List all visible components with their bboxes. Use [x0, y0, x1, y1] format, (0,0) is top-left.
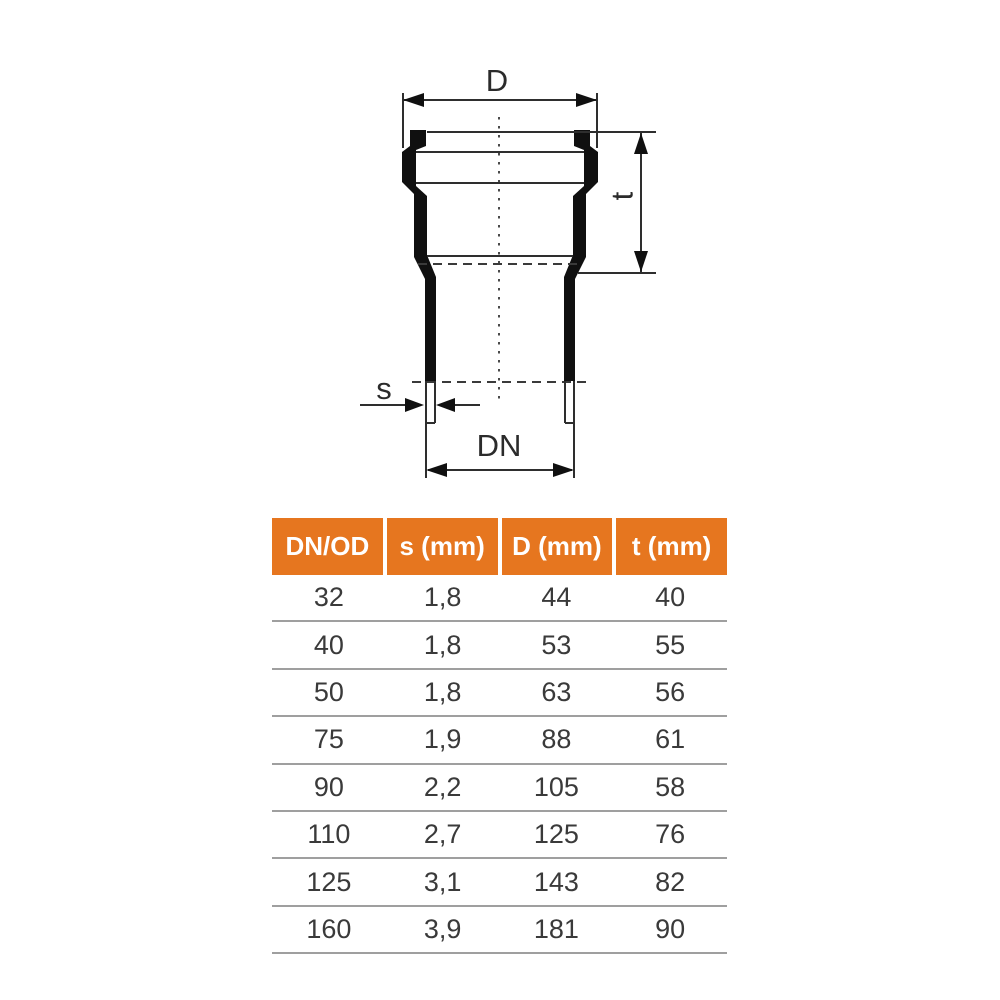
table-cell: 82 — [655, 866, 686, 897]
table-cell: 3,9 — [423, 913, 462, 944]
table-cell: 143 — [533, 866, 579, 897]
dimension-s — [360, 371, 480, 412]
table-cell: 90 — [313, 771, 344, 802]
dimension-t — [605, 133, 649, 272]
arrow-down-icon — [634, 251, 648, 272]
label-nominal-diameter: DN — [476, 428, 522, 463]
table-cell: 1,8 — [423, 629, 462, 660]
table-cell: 55 — [655, 629, 686, 660]
table-cell: 181 — [533, 913, 579, 944]
arrow-left-icon — [436, 398, 455, 412]
table-cell: 105 — [533, 771, 579, 802]
table-cell: 1,8 — [423, 582, 462, 613]
table-header-row — [272, 518, 727, 575]
table-row — [272, 670, 727, 717]
arrow-left-icon — [426, 463, 447, 477]
table-cell: 44 — [541, 582, 572, 613]
table-cell: 40 — [655, 582, 686, 613]
table-row — [272, 622, 727, 669]
table-cell: 56 — [655, 676, 686, 707]
spec-table — [272, 518, 727, 954]
table-cell: 50 — [313, 676, 344, 707]
header-cell-d: D (mm) — [502, 518, 613, 575]
table-row — [272, 765, 727, 812]
table-row — [272, 717, 727, 764]
table-cell: 63 — [541, 676, 572, 707]
label-socket-depth: t — [604, 191, 640, 201]
table-cell: 58 — [655, 771, 686, 802]
table-cell: 2,7 — [423, 819, 462, 850]
table-cell: 3,1 — [423, 866, 462, 897]
arrow-up-icon — [634, 133, 648, 154]
dimension-dn — [426, 428, 574, 477]
table-cell: 61 — [655, 724, 686, 755]
table-row — [272, 575, 727, 622]
table-cell: 90 — [655, 913, 686, 944]
table-row — [272, 907, 727, 954]
arrow-left-icon — [403, 93, 424, 107]
table-cell: 160 — [306, 913, 352, 944]
arrow-right-icon — [576, 93, 597, 107]
table-cell: 88 — [541, 724, 572, 755]
table-row — [272, 812, 727, 859]
table-row — [272, 859, 727, 906]
header-cell-t: t (mm) — [616, 518, 727, 575]
table-cell: 1,8 — [423, 676, 462, 707]
label-outer-diameter: D — [485, 63, 509, 98]
table-cell: 53 — [541, 629, 572, 660]
table-cell: 1,9 — [423, 724, 462, 755]
arrow-right-icon — [405, 398, 424, 412]
header-cell-s: s (mm) — [387, 518, 498, 575]
table-cell: 32 — [313, 582, 344, 613]
table-cell: 125 — [306, 866, 352, 897]
header-cell-dn-od: DN/OD — [272, 518, 383, 575]
table-cell: 76 — [655, 819, 686, 850]
table-cell: 125 — [533, 819, 579, 850]
label-wall-thickness: s — [376, 371, 392, 406]
table-cell: 40 — [313, 629, 344, 660]
table-cell: 75 — [313, 724, 344, 755]
table-cell: 110 — [307, 819, 351, 850]
arrow-right-icon — [553, 463, 574, 477]
table-cell: 2,2 — [423, 771, 462, 802]
